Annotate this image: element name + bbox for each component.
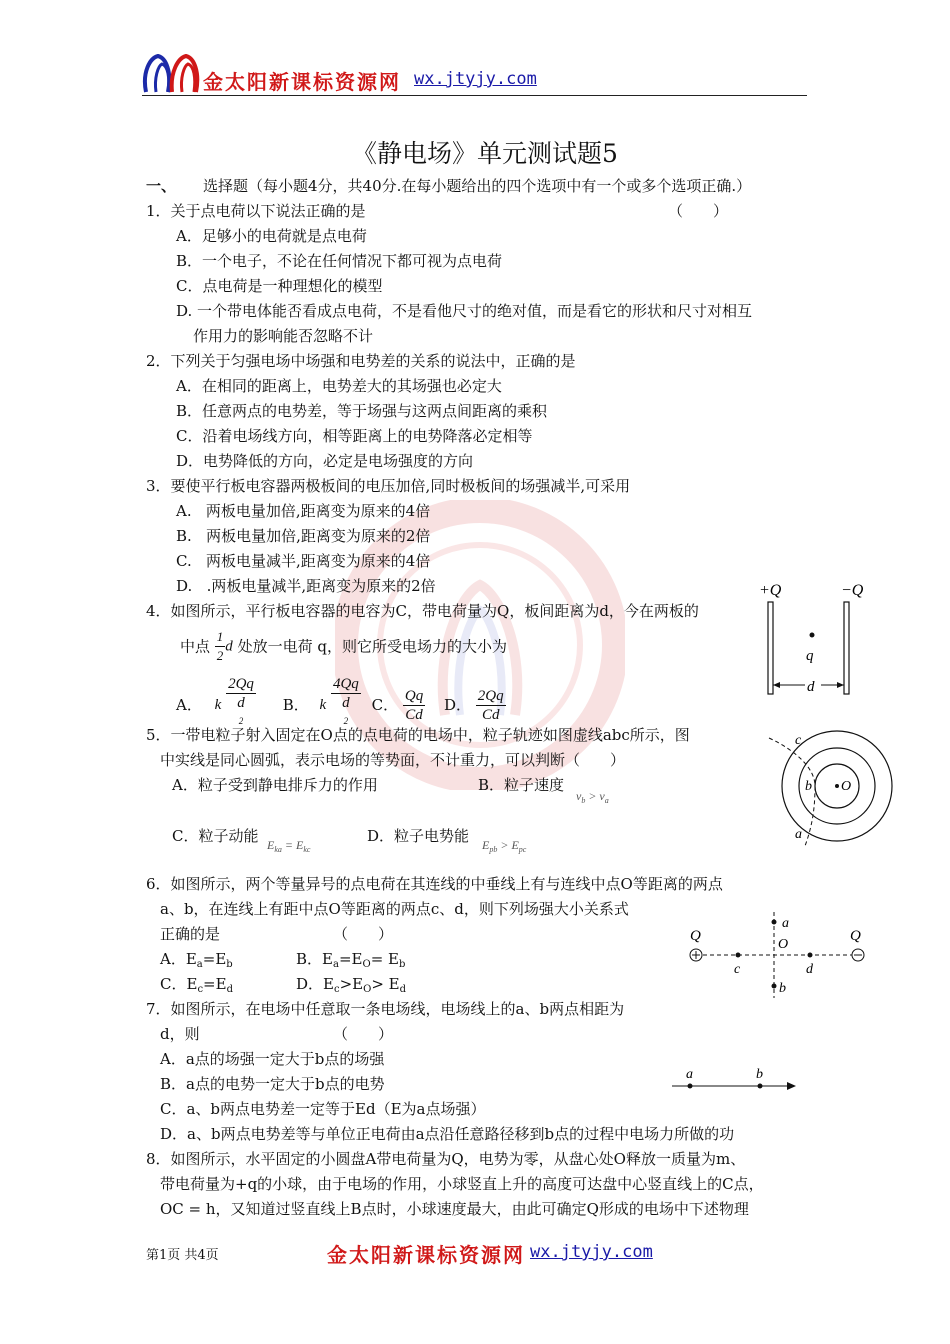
q7-stem-2: d，则 [160,1025,200,1043]
q1-option-a: A．足够小的电荷就是点电荷 [176,227,367,245]
q6-fig-label-o: O [778,937,789,952]
q2-option-d: D．电势降低的方向，必定是电场强度的方向 [176,452,474,470]
header-url-link[interactable]: wx.jtyjy.com [414,69,537,89]
q4-fig-charge-dot [810,633,815,638]
q1-stem: 1．关于点电荷以下说法正确的是 [146,202,366,220]
q4-opt-b-fraction: 4Qq d $^2$ [332,676,359,726]
footer-url-link[interactable]: wx.jtyjy.com [530,1242,653,1262]
q6-stem-1: 6．如图所示，两个等量异号的点电荷在其连线的中垂线上有与连线中点O等距离的两点 [146,875,723,893]
q4-opt-b-k: k [319,697,327,713]
q4-fig-arrow-left [773,682,780,688]
q5-option-b-math: $v_b > v_a$ [576,789,609,805]
q4-fig-right-plate [844,602,849,694]
q5-option-c: C．粒子动能 [172,827,259,845]
q6-option-c: C．$E_c=E_d$ [160,975,233,995]
q8-line-2: 带电荷量为+q的小球，由于电场的作用，小球竖直上升的高度可达盘中心竖直线上的C点， [160,1175,764,1193]
section-instructions: 选择题（每小题4分，共40分.在每小题给出的四个选项中有一个或多个选项正确.） [203,177,752,195]
q4-opt-c-label: C． [371,696,399,714]
q7-fig-label-b: b [756,1067,763,1082]
q6-fig-point-c [736,953,741,958]
q5-option-d: D．粒子电势能 [367,827,470,845]
q6-fig-label-c: c [734,962,741,977]
q3-option-d: D. .两板电量减半,距离变为原来的2倍 [176,577,436,595]
q4-opt-d-fraction: $\frac{2Qq}{Cd}$ [477,687,504,723]
q6-fig-point-d [808,953,813,958]
q3-option-a: A. 两板电量加倍,距离变为原来的4倍 [176,502,431,520]
q6-stem-2: a、b，在连线上有距中点O等距离的两点c、d，则下列场强大小关系式 [160,900,629,918]
page-title: 《静电场》单元测试题5 [352,139,618,168]
q6-fig-label-d: d [806,962,813,977]
q8-line-3: OC = h，又知道过竖直线上B点时，小球速度最大，由此可确定Q形成的电场中下述物理 [160,1200,749,1218]
q7-fig-point-b [758,1084,763,1089]
q6-stem-3: 正确的是 [160,925,221,943]
q7-option-a: A．a点的场强一定大于b点的场强 [160,1050,385,1068]
q2-option-c: C．沿着电场线方向，相等距离上的电势降落必定相等 [176,427,533,445]
q7-option-d: D．a、b两点电势差等与单位正电荷由a点沿任意路径移到b点的过程中电场力所做的功 [160,1125,735,1143]
q4-opt-c-fraction: $\frac{Qq}{Cd}$ [404,687,424,723]
q5-fig-label-o: O [841,779,852,794]
q6-fig-label-a: a [782,916,789,931]
q5-option-b: B．粒子速度 [478,776,565,794]
q4-fig-d-label: d [807,679,815,695]
q4-stem: 4．如图所示，平行板电容器的电容为C，带电荷量为Q，板间距离为d，今在两板的 [146,602,699,620]
q7-fig-point-a [688,1084,693,1089]
q4-half-var: d [225,638,233,655]
q6-fig-point-a [772,920,777,925]
q6-answer-paren: （ ） [333,925,394,943]
q7-option-c: C．a、b两点电势差一定等于Ed（E为a点场强） [160,1100,486,1118]
q7-option-b: B．a点的电势一定大于b点的电势 [160,1075,385,1093]
q4-opt-b-label: B． [282,696,309,714]
q4-half-fraction: $\frac{1}{2}$ [216,629,224,663]
q5-fig-label-b: b [805,779,812,794]
q7-answer-paren: （ ） [333,1025,394,1043]
q3-option-c: C. 两板电量减半,距离变为原来的4倍 [176,552,431,570]
q6-fig-label-b: b [779,981,786,996]
q3-option-b: B. 两板电量加倍,距离变为原来的2倍 [176,527,431,545]
q5-option-a: A．粒子受到静电排斥力的作用 [172,776,378,794]
q8-line-1: 8．如图所示，水平固定的小圆盘A带电荷量为Q，电势为零，从盘心处O释放一质量为m、 [146,1150,746,1168]
q1-option-b: B．一个电子，不论在任何情况下都可视为点电荷 [176,252,503,270]
q4-fig-minus-q: −Q [841,582,864,599]
q4-fig-arrow-right [837,682,844,688]
q7-field-line-figure [668,1062,802,1096]
q5-option-c-math: $E_{ka} = E_{kc}$ [267,838,311,854]
q2-option-a: A．在相同的距离上，电势差大的其场强也必定大 [176,377,502,395]
footer-page-number: 第1页 共4页 [146,1248,219,1263]
q6-option-a: A．$E_a=E_b$ [160,950,233,970]
q4-opt-a-fraction: 2Qq d $^2$ [228,676,254,726]
q5-fig-label-c: c [795,733,802,748]
header-rule [142,95,807,96]
q2-stem: 2．下列关于匀强电场中场强和电势差的关系的说法中，正确的是 [146,352,576,370]
q7-stem-1: 7．如图所示，在电场中任意取一条电场线，电场线上的a、b两点相距为 [146,1000,625,1018]
q4-opt-a-k: k [214,697,222,713]
q7-fig-label-a: a [686,1067,693,1082]
q1-option-d-cont: 作用力的影响能否忽略不计 [193,327,374,345]
brand-logo [142,52,200,100]
q1-answer-paren: （ ） [668,202,729,220]
q4-fig-left-plate [768,602,773,694]
q6-fig-q-right: Q [850,928,861,944]
q4-line2-post: 处放一电荷 q，则它所受电场力的大小为 [237,637,507,656]
q5-stem-1: 5．一带电粒子射入固定在O点的点电荷的电场中，粒子轨迹如图虚线abc所示，图 [146,726,690,744]
footer-brand: 金太阳新课标资源网 [327,1243,525,1267]
q4-line2 [180,628,507,665]
q1-option-c: C．点电荷是一种理想化的模型 [176,277,383,295]
q6-dipole-figure [682,908,882,1000]
q1-option-d: D. 一个带电体能否看成点电荷，不是看他尺寸的绝对值，而是看它的形状和尺寸对相互 [176,302,753,320]
q4-fig-plus-q: +Q [759,582,782,599]
q4-opt-a-label: A． [176,696,202,714]
q6-option-d: D．$E_c>E_O> E_d$ [296,975,407,995]
q5-fig-label-a: a [795,827,802,842]
q6-option-b: B．$E_a=E_O= E_b$ [296,950,406,970]
q5-equipotential-figure [765,728,895,850]
q4-fig-q-label: q [806,648,814,664]
q6-fig-point-b [772,984,777,989]
header-brand: 金太阳新课标资源网 [203,70,401,94]
q4-opt-d-label: D． [443,696,472,714]
q5-option-d-math: $E_{pb} > E_{pc}$ [482,838,527,854]
q3-stem: 3．要使平行板电容器两极板间的电压加倍,同时极板间的场强减半,可采用 [146,477,631,495]
section-label: 一、 [146,177,177,195]
q5-stem-2: 中实线是同心圆弧，表示电场的等势面，不计重力，可以判断（ ） [160,751,626,769]
q2-option-b: B．任意两点的电势差，等于场强与这两点间距离的乘积 [176,402,548,420]
q4-capacitor-figure [755,575,885,700]
q7-fig-arrow [787,1082,796,1090]
q4-line2-pre: 中点 [180,637,211,656]
q6-fig-q-left: Q [690,928,701,944]
q5-fig-center-dot [835,784,839,788]
